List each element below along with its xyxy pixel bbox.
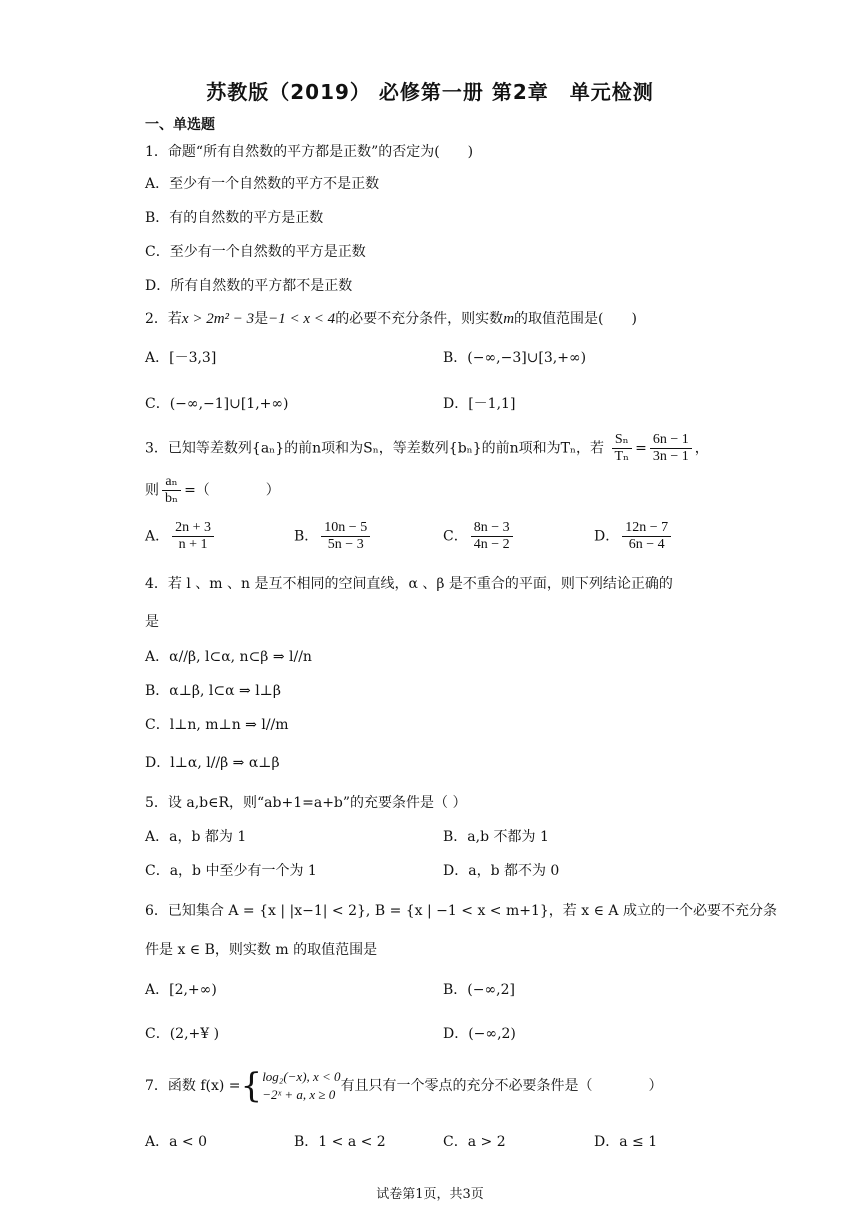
q7-option-d: D．a ≤ 1 [594, 1134, 658, 1150]
q3-condition-lhs [612, 432, 633, 465]
q1-option-c: C．至少有一个自然数的平方是正数 [145, 244, 366, 260]
q2-stem-pre: 2．若 [145, 311, 182, 327]
q7-stem-post: 有且只有一个零点的充分不必要条件是（ ） [340, 1078, 663, 1094]
q2-var-m: m [503, 311, 515, 327]
q3-d-num: 12n − 7 [622, 520, 671, 537]
section-heading: 一、单选题 [145, 117, 215, 133]
q3-cond-rhs-den: 3n − 1 [652, 449, 689, 464]
q4-stem-line1: 4．若 l 、m 、n 是互不相同的空间直线，α 、β 是不重合的平面，则下列结论正确的 [145, 576, 673, 592]
q3-cond-num: Sₙ [612, 432, 633, 449]
q3-b-label: B． [294, 528, 319, 545]
q2-math-2: −1 < x < 4 [268, 311, 336, 327]
q3-d-fraction [622, 520, 671, 553]
q3-c-fraction [471, 520, 513, 553]
q5-option-d: D．a，b 都不为 0 [443, 863, 560, 879]
q2-math-1: x > 2m² − 3 [181, 311, 255, 327]
q3-cond-eq: = [635, 440, 647, 457]
q3-c-num: 8n − 3 [471, 520, 513, 537]
q3-b-fraction [321, 520, 370, 553]
page-footer: 试卷第1页，共3页 [376, 1187, 484, 1202]
q7-piecewise [262, 1068, 340, 1104]
q7-option-a: A．a < 0 [145, 1134, 207, 1150]
q3-d-label: D． [594, 528, 620, 545]
q7-piece-2: −2ˣ + a, x ≥ 0 [262, 1087, 336, 1102]
q1-option-d: D．所有自然数的平方都不是正数 [145, 278, 353, 294]
q1-stem: 1．命题“所有自然数的平方都是正数”的否定为( ) [145, 144, 474, 160]
q4-option-c: C．l⊥n, m⊥n ⇒ l//m [145, 717, 289, 733]
q3-option-a [145, 520, 217, 553]
q3-line2-pre: 则 [145, 482, 159, 499]
q3-a-den: n + 1 [178, 537, 208, 552]
q3-a-num: 2n + 3 [172, 520, 214, 537]
q5-option-a: A．a，b 都为 1 [145, 829, 247, 845]
q3-d-den: 6n − 4 [628, 537, 665, 552]
q7-piece-1: log₂(−x), x < 0 [262, 1069, 341, 1084]
q7-brace: { [240, 1066, 263, 1106]
q3-ask-num: aₙ [162, 474, 181, 491]
q3-stem-text: 3．已知等差数列{aₙ}的前n项和为Sₙ，等差数列{bₙ}的前n项和为Tₙ，若 [145, 440, 605, 457]
q7-stem-pre: 7．函数 f(x) = [145, 1078, 241, 1094]
q2-stem-end: 的取值范围是( ) [514, 311, 637, 327]
q3-a-fraction [172, 520, 214, 553]
q6-stem-line2: 件是 x ∈ B，则实数 m 的取值范围是 [145, 942, 378, 958]
q5-stem: 5．设 a,b∈R，则“ab+1=a+b”的充要条件是（ ） [145, 795, 467, 811]
q3-line2-post: =（ ） [184, 482, 280, 499]
q3-cond-rhs-num: 6n − 1 [650, 432, 692, 449]
q4-option-d: D．l⊥α, l//β ⇒ α⊥β [145, 755, 280, 771]
q3-option-c [443, 520, 516, 553]
q7-stem [145, 1068, 663, 1104]
q4-stem-line2: 是 [145, 614, 159, 630]
q3-comma: ， [694, 440, 709, 457]
q2-option-d: D．[－1,1] [443, 396, 516, 412]
q3-ask-fraction [162, 474, 181, 507]
q6-option-a: A．[2,+∞) [145, 982, 217, 998]
q3-cond-den: Tₙ [614, 449, 630, 464]
q3-ask-den: bₙ [165, 491, 179, 506]
q2-stem [145, 309, 637, 329]
q2-option-a: A．[－3,3] [145, 350, 217, 366]
q7-option-c: C．a > 2 [443, 1134, 506, 1150]
q4-option-a: A．α//β, l⊂α, n⊂β ⇒ l//n [145, 649, 312, 665]
q6-option-b: B．(−∞,2] [443, 982, 515, 998]
q3-c-den: 4n − 2 [473, 537, 510, 552]
page-title: 苏教版（2019） 必修第一册 第2章 单元检测 [206, 80, 654, 104]
q1-option-b: B．有的自然数的平方是正数 [145, 210, 324, 226]
q3-stem-line2 [145, 474, 280, 507]
q3-option-d [594, 520, 674, 553]
q5-option-c: C．a，b 中至少有一个为 1 [145, 863, 317, 879]
q4-option-b: B．α⊥β, l⊂α ⇒ l⊥β [145, 683, 281, 699]
q3-b-num: 10n − 5 [321, 520, 370, 537]
q2-stem-mid: 是 [254, 311, 269, 327]
q7-option-b: B．1 < a < 2 [294, 1134, 386, 1150]
q6-stem-line1: 6．已知集合 A = {x | |x−1| < 2}, B = {x | −1 < x < m+1}，若 x ∈ A 成立的一个必要不充分条 [145, 903, 777, 919]
q6-option-d: D．(−∞,2) [443, 1026, 516, 1042]
q5-option-b: B．a,b 不都为 1 [443, 829, 549, 845]
q3-c-label: C． [443, 528, 468, 545]
q2-stem-post: 的必要不充分条件，则实数 [335, 311, 504, 327]
q2-option-c: C．(−∞,−1]∪[1,+∞) [145, 396, 289, 412]
q2-option-b: B．(−∞,−3]∪[3,+∞) [443, 350, 587, 366]
q1-option-a: A．至少有一个自然数的平方不是正数 [145, 176, 380, 192]
q3-b-den: 5n − 3 [327, 537, 364, 552]
q3-condition-rhs [650, 432, 692, 465]
q3-a-label: A． [145, 528, 170, 545]
q3-option-b [294, 520, 373, 553]
q3-stem-line1 [145, 432, 709, 465]
q6-option-c: C．(2,+¥ ) [145, 1026, 220, 1042]
